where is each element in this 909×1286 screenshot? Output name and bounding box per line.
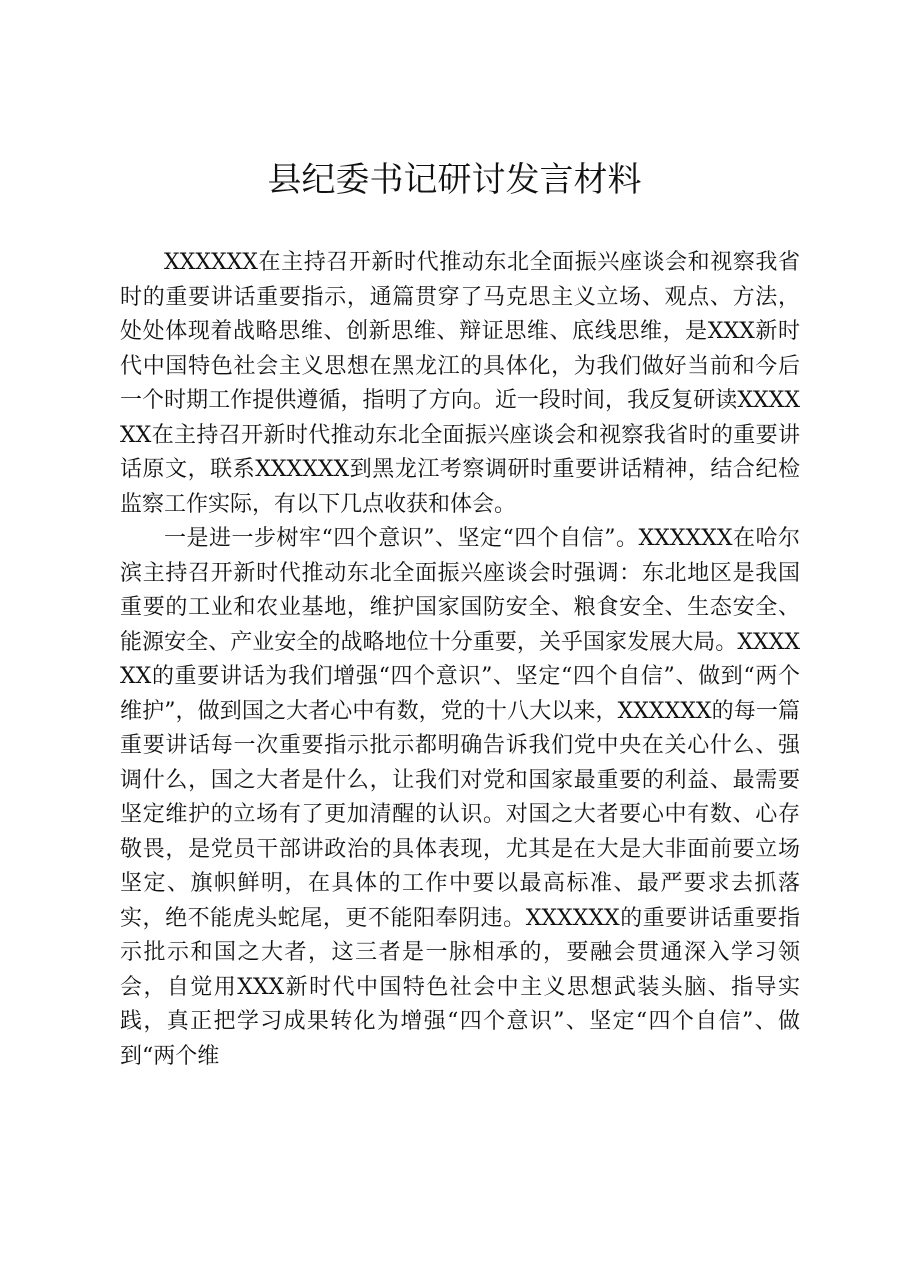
document-body [120,246,800,1074]
paragraph-point-one: 一是进一步树牢“四个意识”、坚定“四个自信”。XXXXXX在哈尔滨主持召开新时代推动东北全面振兴座谈会时强调：东北地区是我国重要的工业和农业基地，维护国家国防安全、粮食安全、生态安全、能源安全、产业安全的战略地位十分重要，关乎国家发展大局。XXXXXX的重要讲话为我们增强“四个意识”、坚定“四个自信”、做到“两个维护”，做到国之大者心中有数，党的十八大以来，XXXXXX的每一篇重要讲话每一次重要指示批示都明确告诉我们党中央在关心什么、强调什么，国之大者是什么，让我们对党和国家最重要的利益、最需要坚定维护的立场有了更加清醒的认识。对国之大者要心中有数、心存敬畏，是党员干部讲政治的具体表现，尤其是在大是大非面前要立场坚定、旗帜鲜明，在具体的工作中要以最高标准、最严要求去抓落实，绝不能虎头蛇尾，更不能阳奉阴违。XXXXXX的重要讲话重要指示批示和国之大者，这三者是一脉相承的，要融会贯通深入学习领会，自觉用XXX新时代中国特色社会中主义思想武装头脑、指导实践，真正把学习成果转化为增强“四个意识”、坚定“四个自信”、做到“两个维 [120,526,800,1069]
document-title: 县纪委书记研讨发言材料 [267,160,642,200]
paragraph-intro: XXXXXX在主持召开新时代推动东北全面振兴座谈会和视察我省时的重要讲话重要指示，通篇贯穿了马克思主义立场、观点、方法，处处体现着战略思维、创新思维、辩证思维、底线思维，是XXX新时代中国特色社会主义思想在黑龙江的具体化，为我们做好当前和今后一个时期工作提供遵循，指明了方向。近一段时间，我反复研读XXXXXX在主持召开新时代推动东北全面振兴座谈会和视察我省时的重要讲话原文，联系XXXXXX到黑龙江考察调研时重要讲话精神，结合纪检监察工作实际，有以下几点收获和体会。 [120,250,800,517]
